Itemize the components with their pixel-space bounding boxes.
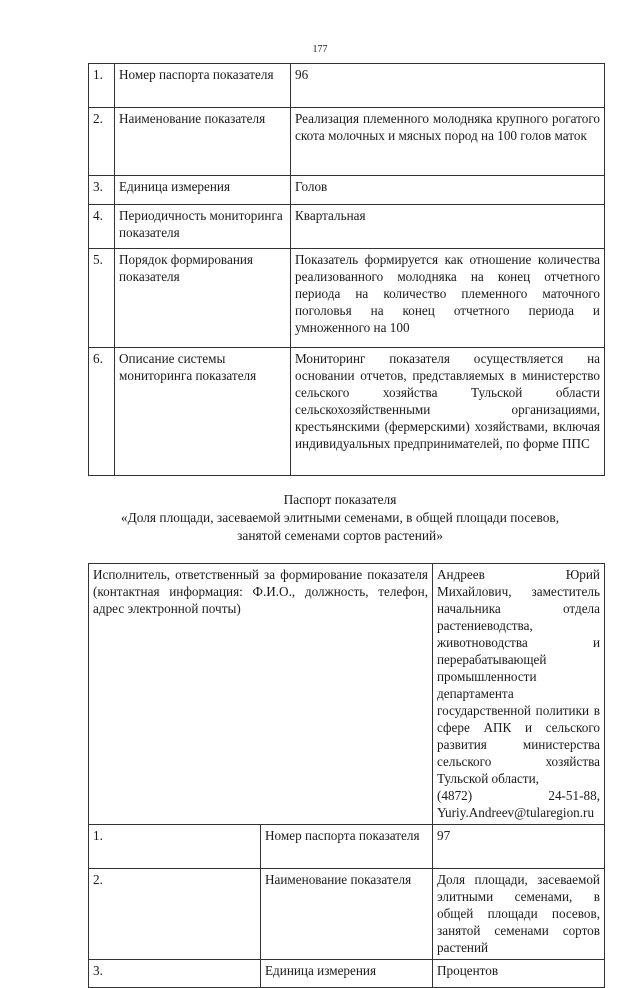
row-number: 1. <box>89 825 261 869</box>
passport-title-line: занятой семенами сортов растений» <box>237 528 443 543</box>
row-label: Номер паспорта показателя <box>115 64 291 108</box>
executor-row <box>89 564 605 825</box>
row-label: Периодичность мониторинга показателя <box>115 205 291 249</box>
table-row <box>89 176 605 205</box>
row-number: 2. <box>89 108 115 176</box>
row-value: Квартальная <box>291 205 605 249</box>
passport-title <box>40 491 640 545</box>
row-label: Единица измерения <box>115 176 291 205</box>
row-value: Показатель формируется как отношение количества реализованного молодняка на конец отчетного периода на количество племенного маточного поголовья на конец отчетного периода и умноженного на 100 <box>291 249 605 348</box>
row-number: 3. <box>89 176 115 205</box>
page-number: 177 <box>312 44 328 55</box>
passport-title-line: «Доля площади, засеваемой элитными семенами, в общей площади посевов, <box>120 510 560 525</box>
row-value: 96 <box>291 64 605 108</box>
table-row <box>89 960 605 988</box>
row-label: Порядок формирования показателя <box>115 249 291 348</box>
executor-name: Андреев Юрий Михайлович, заместитель начальника отдела растениеводства, животноводства и перерабатывающей промышленности департамента государственной политики в сфере АПК и сельского развития министерства сельского хозяйства Тульской области, <box>437 567 600 786</box>
row-number: 1. <box>89 64 115 108</box>
row-label: Описание системы мониторинга показателя <box>115 348 291 476</box>
row-label: Единица измерения <box>261 960 433 988</box>
table-row <box>89 108 605 176</box>
executor-contact: (4872) 24-51-88, Yuriy.Andreev@tularegion.ru <box>437 788 600 820</box>
row-label: Наименование показателя <box>261 869 433 960</box>
table-row <box>89 64 605 108</box>
row-value: Доля площади, засеваемой элитными семенами, в общей площади посевов, занятой семенами сортов растений <box>433 869 605 960</box>
row-value: Процентов <box>433 960 605 988</box>
table-row <box>89 348 605 476</box>
row-number: 4. <box>89 205 115 249</box>
table-row <box>89 205 605 249</box>
executor-value <box>433 564 605 825</box>
table-row <box>89 869 605 960</box>
passport-title-line: Паспорт показателя <box>283 492 397 507</box>
row-value: 97 <box>433 825 605 869</box>
row-number: 2. <box>89 869 261 960</box>
row-number: 5. <box>89 249 115 348</box>
row-number: 6. <box>89 348 115 476</box>
table-row <box>89 825 605 869</box>
row-value: Голов <box>291 176 605 205</box>
row-value: Мониторинг показателя осуществляется на основании отчетов, представляемых в министерство сельского хозяйства Тульской области сельскохозяйственными организациями, крестьянскими (фермерскими) хозяйствами, включая индивидуальных предпринимателей, по форме ППС <box>291 348 605 476</box>
row-value: Реализация племенного молодняка крупного рогатого скота молочных и мясных пород на 100 голов маток <box>291 108 605 176</box>
indicator-table-96 <box>88 63 605 476</box>
indicator-table-97 <box>88 563 605 988</box>
executor-label: Исполнитель, ответственный за формирование показателя (контактная информация: Ф.И.О., должность, телефон, адрес электронной почты) <box>89 564 433 825</box>
table-row <box>89 249 605 348</box>
row-label: Номер паспорта показателя <box>261 825 433 869</box>
row-label: Наименование показателя <box>115 108 291 176</box>
row-number: 3. <box>89 960 261 988</box>
